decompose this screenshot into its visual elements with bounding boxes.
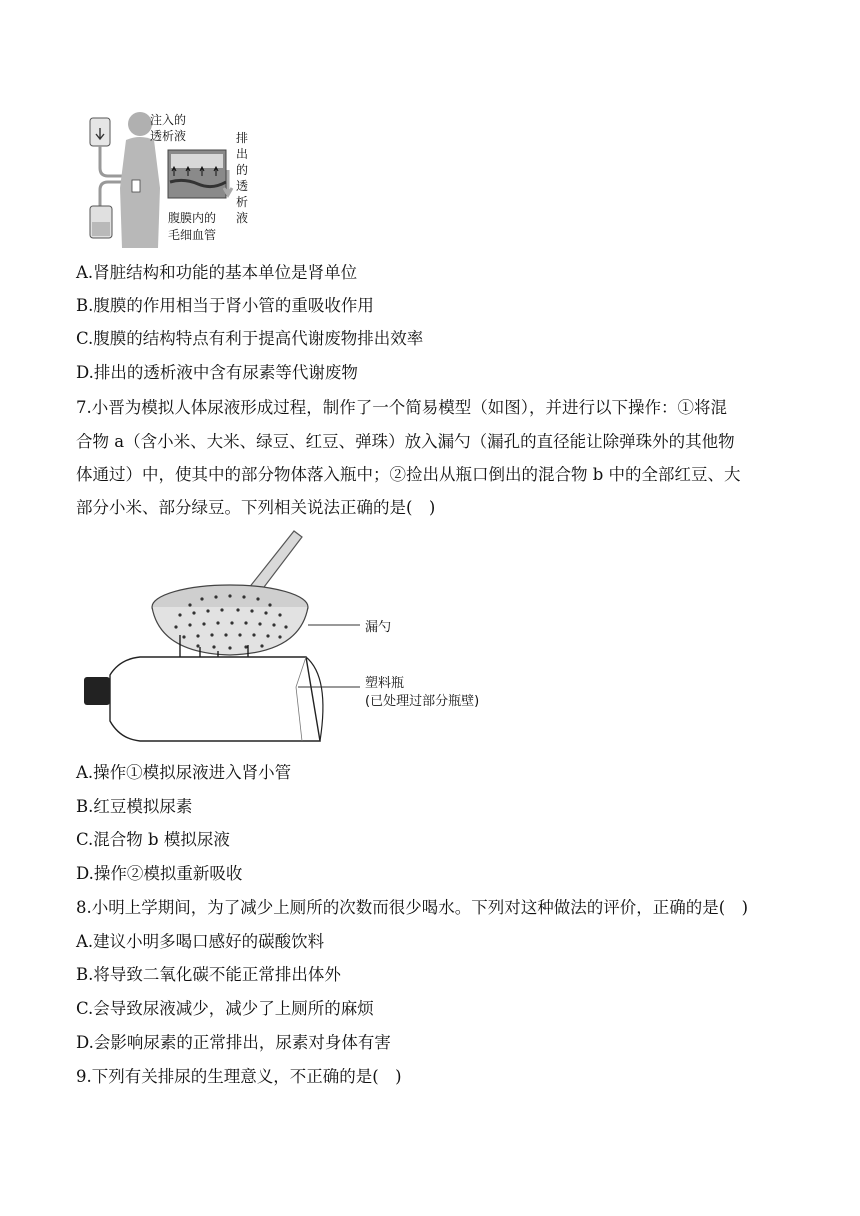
q7-stem-line: 7.小晋为模拟人体尿液形成过程，制作了一个简易模型（如图），并进行以下操作：①将混 xyxy=(76,398,727,417)
q8-option-b: B.将导致二氧化碳不能正常排出体外 xyxy=(76,965,341,984)
q9-stem: 9.下列有关排尿的生理意义，不正确的是( ) xyxy=(76,1067,402,1086)
q7-stem-line: 部分小米、部分绿豆。下列相关说法正确的是( ) xyxy=(76,498,436,517)
label-discharged-char: 析 xyxy=(236,195,249,209)
q7-stem-line: 体通过）中，使其中的部分物体落入瓶中；②捡出从瓶口倒出的混合物 b 中的全部红豆、大 xyxy=(76,465,741,484)
label-injected-line2: 透析液 xyxy=(150,129,187,143)
label-injected-line1: 注入的 xyxy=(150,113,187,127)
label-discharged-char: 出 xyxy=(236,147,249,161)
label-discharged-char: 排 xyxy=(236,131,249,145)
label-capillaries-line1: 腹膜内的 xyxy=(168,211,217,225)
q7-option-b: B.红豆模拟尿素 xyxy=(76,797,193,816)
q7-option-c: C.混合物 b 模拟尿液 xyxy=(76,830,230,849)
q6-option-b: B.腹膜的作用相当于肾小管的重吸收作用 xyxy=(76,296,374,315)
q7-option-a: A.操作①模拟尿液进入肾小管 xyxy=(76,763,292,782)
label-discharged-char: 液 xyxy=(236,211,249,225)
q8-option-d: D.会影响尿素的正常排出，尿素对身体有害 xyxy=(76,1033,391,1052)
label-capillaries-line2: 毛细血管 xyxy=(168,228,217,242)
q8-stem: 8.小明上学期间，为了减少上厕所的次数而很少喝水。下列对这种做法的评价，正确的是( ) xyxy=(76,898,749,917)
q8-option-c: C.会导致尿液减少，减少了上厕所的麻烦 xyxy=(76,999,374,1018)
q7-option-d: D.操作②模拟重新吸收 xyxy=(76,864,243,883)
label-bottle: 塑料瓶 xyxy=(365,676,405,691)
label-spoon: 漏勺 xyxy=(365,620,392,635)
label-bottle-note: (已处理过部分瓶壁) xyxy=(365,694,480,709)
q7-stem-line: 合物 a（含小米、大米、绿豆、红豆、弹珠）放入漏勺（漏孔的直径能让除弹珠外的其他物 xyxy=(76,432,735,451)
spoon-bottle-figure xyxy=(80,527,520,747)
label-discharged-char: 透 xyxy=(236,179,249,193)
q6-option-c: C.腹膜的结构特点有利于提高代谢废物排出效率 xyxy=(76,329,424,348)
q6-option-a: A.肾脏结构和功能的基本单位是肾单位 xyxy=(76,263,358,282)
peritoneal-dialysis-figure xyxy=(78,98,268,250)
q6-option-d: D.排出的透析液中含有尿素等代谢废物 xyxy=(76,363,358,382)
q8-option-a: A.建议小明多喝口感好的碳酸饮料 xyxy=(76,932,325,951)
label-discharged-char: 的 xyxy=(236,163,249,177)
